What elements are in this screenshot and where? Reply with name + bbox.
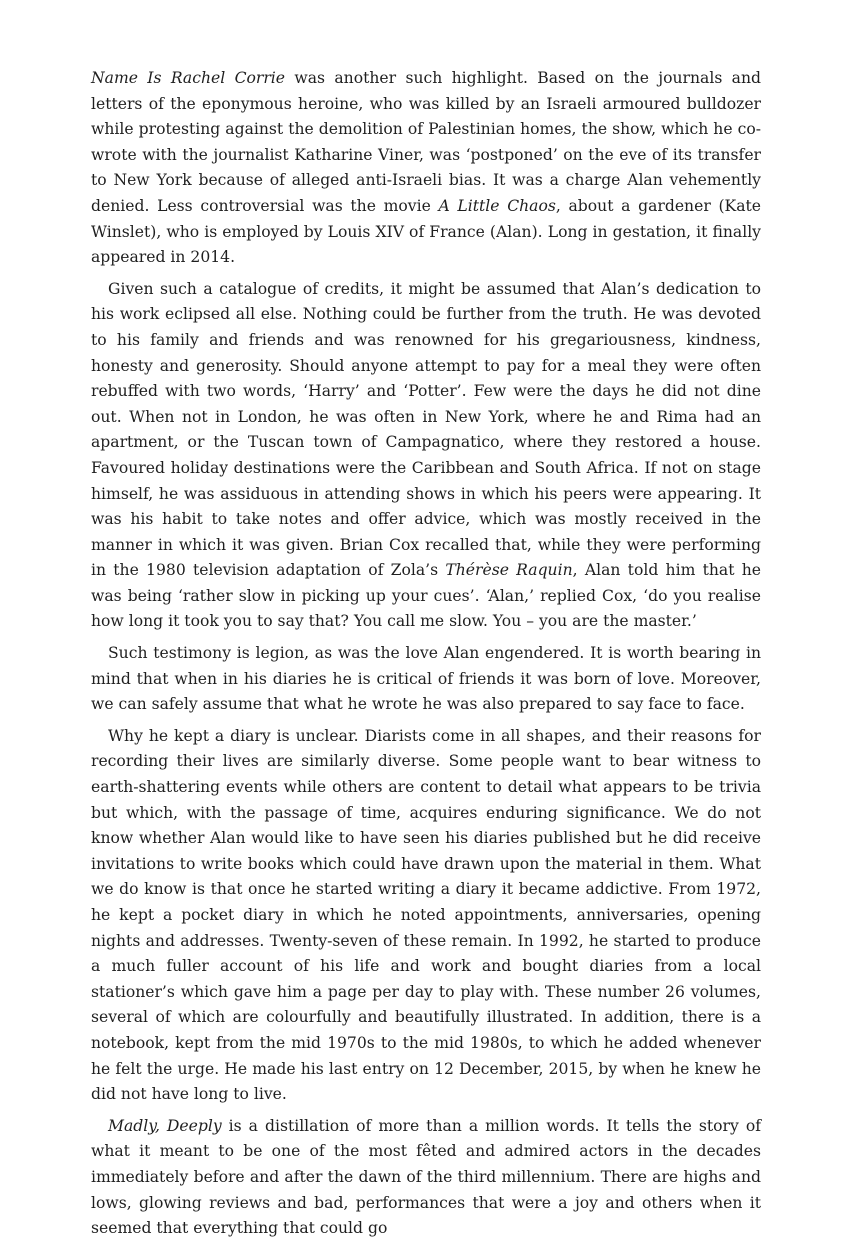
paragraph-text: Why he kept a diary is unclear. Diarists come in all shapes, and their reasons for recording their lives are similarly diverse. Some people want to bear witness to earth-shattering events while others are content to detail what appears to be trivia but which, with the passage of time, acquires enduring significance. We do not know whether Alan would like to have seen his diaries published but he did receive invitations to write books which could have drawn upon the material in them. What we do know is that once he started writing a diary it became addictive. From 1972, he kept a pocket diary in which he noted appointments, anniversaries, opening nights and addresses. Twenty-seven of these remain. In 1992, he started to produce a much fuller account of his life and work and bought diaries from a local stationer’s which gave him a page per day to play with. These number 26 volumes, several of which are colourfully and beautifully illustrated. In addition, there is a notebook, kept from the mid 1970s to the mid 1980s, to which he added whenever he felt the urge. He made his last entry on 12 December, 2015, by when he knew he did not have long to live. (91, 726, 761, 1104)
paragraph-1 (91, 66, 761, 271)
play-title: Name Is Rachel Corrie (91, 69, 286, 87)
movie-title: A Little Chaos (438, 196, 556, 215)
book-title: Madly, Deeply (108, 1116, 222, 1135)
paragraph-text: was another such highlight. Based on the journals and letters of the eponymous heroine, who was killed by an Israeli armoured bulldozer while protesting against the demolition of Palestinian homes, the show, which he co-wrote with the journalist Katharine Viner, was ‘postponed’ on the eve of its transfer to New York because of alleged anti-Israeli bias. It was a charge Alan vehemently denied. Less controversial was the movie (91, 69, 762, 215)
paragraph-4 (91, 724, 761, 1108)
paragraph-text: Such testimony is legion, as was the love Alan engendered. It is worth bearing in mind that when in his diaries he is critical of friends it was born of love. Moreover, we can safely assume that what he wrote he was also prepared to say face to face. (91, 644, 761, 714)
paragraph-5 (91, 1114, 761, 1242)
paragraph-2 (91, 277, 761, 635)
document-page (91, 66, 761, 1248)
paragraph-text: , about a gardener (Kate Winslet), who is employed by Louis XIV of France (Alan). Long in gestation, it finally appeared in 2014. (91, 196, 761, 267)
tv-title: Thérèse Raquin (445, 561, 573, 580)
paragraph-text: is a distillation of more than a million words. It tells the story of what it meant to be one of the most fêted and admired actors in the decades immediately before and after the dawn of the third millennium. There are highs and lows, glowing reviews and bad, performances that were a joy and others when it seemed that everything that could go (91, 1116, 761, 1238)
paragraph-3 (91, 641, 761, 718)
paragraph-text: Given such a catalogue of credits, it might be assumed that Alan’s dedication to his work eclipsed all else. Nothing could be further from the truth. He was devoted to his family and friends and was renowned for his gregariousness, kindness, honesty and generosity. Should anyone attempt to pay for a meal they were often rebuffed with two words, ‘Harry’ and ‘Potter’. Few were the days he did not dine out. When not in London, he was often in New York, where he and Rima had an apartment, or the Tuscan town of Campagnatico, where they restored a house. Favoured holiday destinations were the Caribbean and South Africa. If not on stage himself, he was assiduous in attending shows in which his peers were appearing. It was his habit to take notes and offer advice, which was mostly received in the manner in which it was given. Brian Cox recalled that, while they were performing in the 1980 television adaptation of Zola’s (91, 279, 761, 580)
paragraph-text: , Alan told him that he was being ‘rather slow in picking up your cues’. ‘Alan,’ replied Cox, ‘do you realise how long it took you to say that? You call me slow. You – you are the master.’ (91, 561, 762, 631)
